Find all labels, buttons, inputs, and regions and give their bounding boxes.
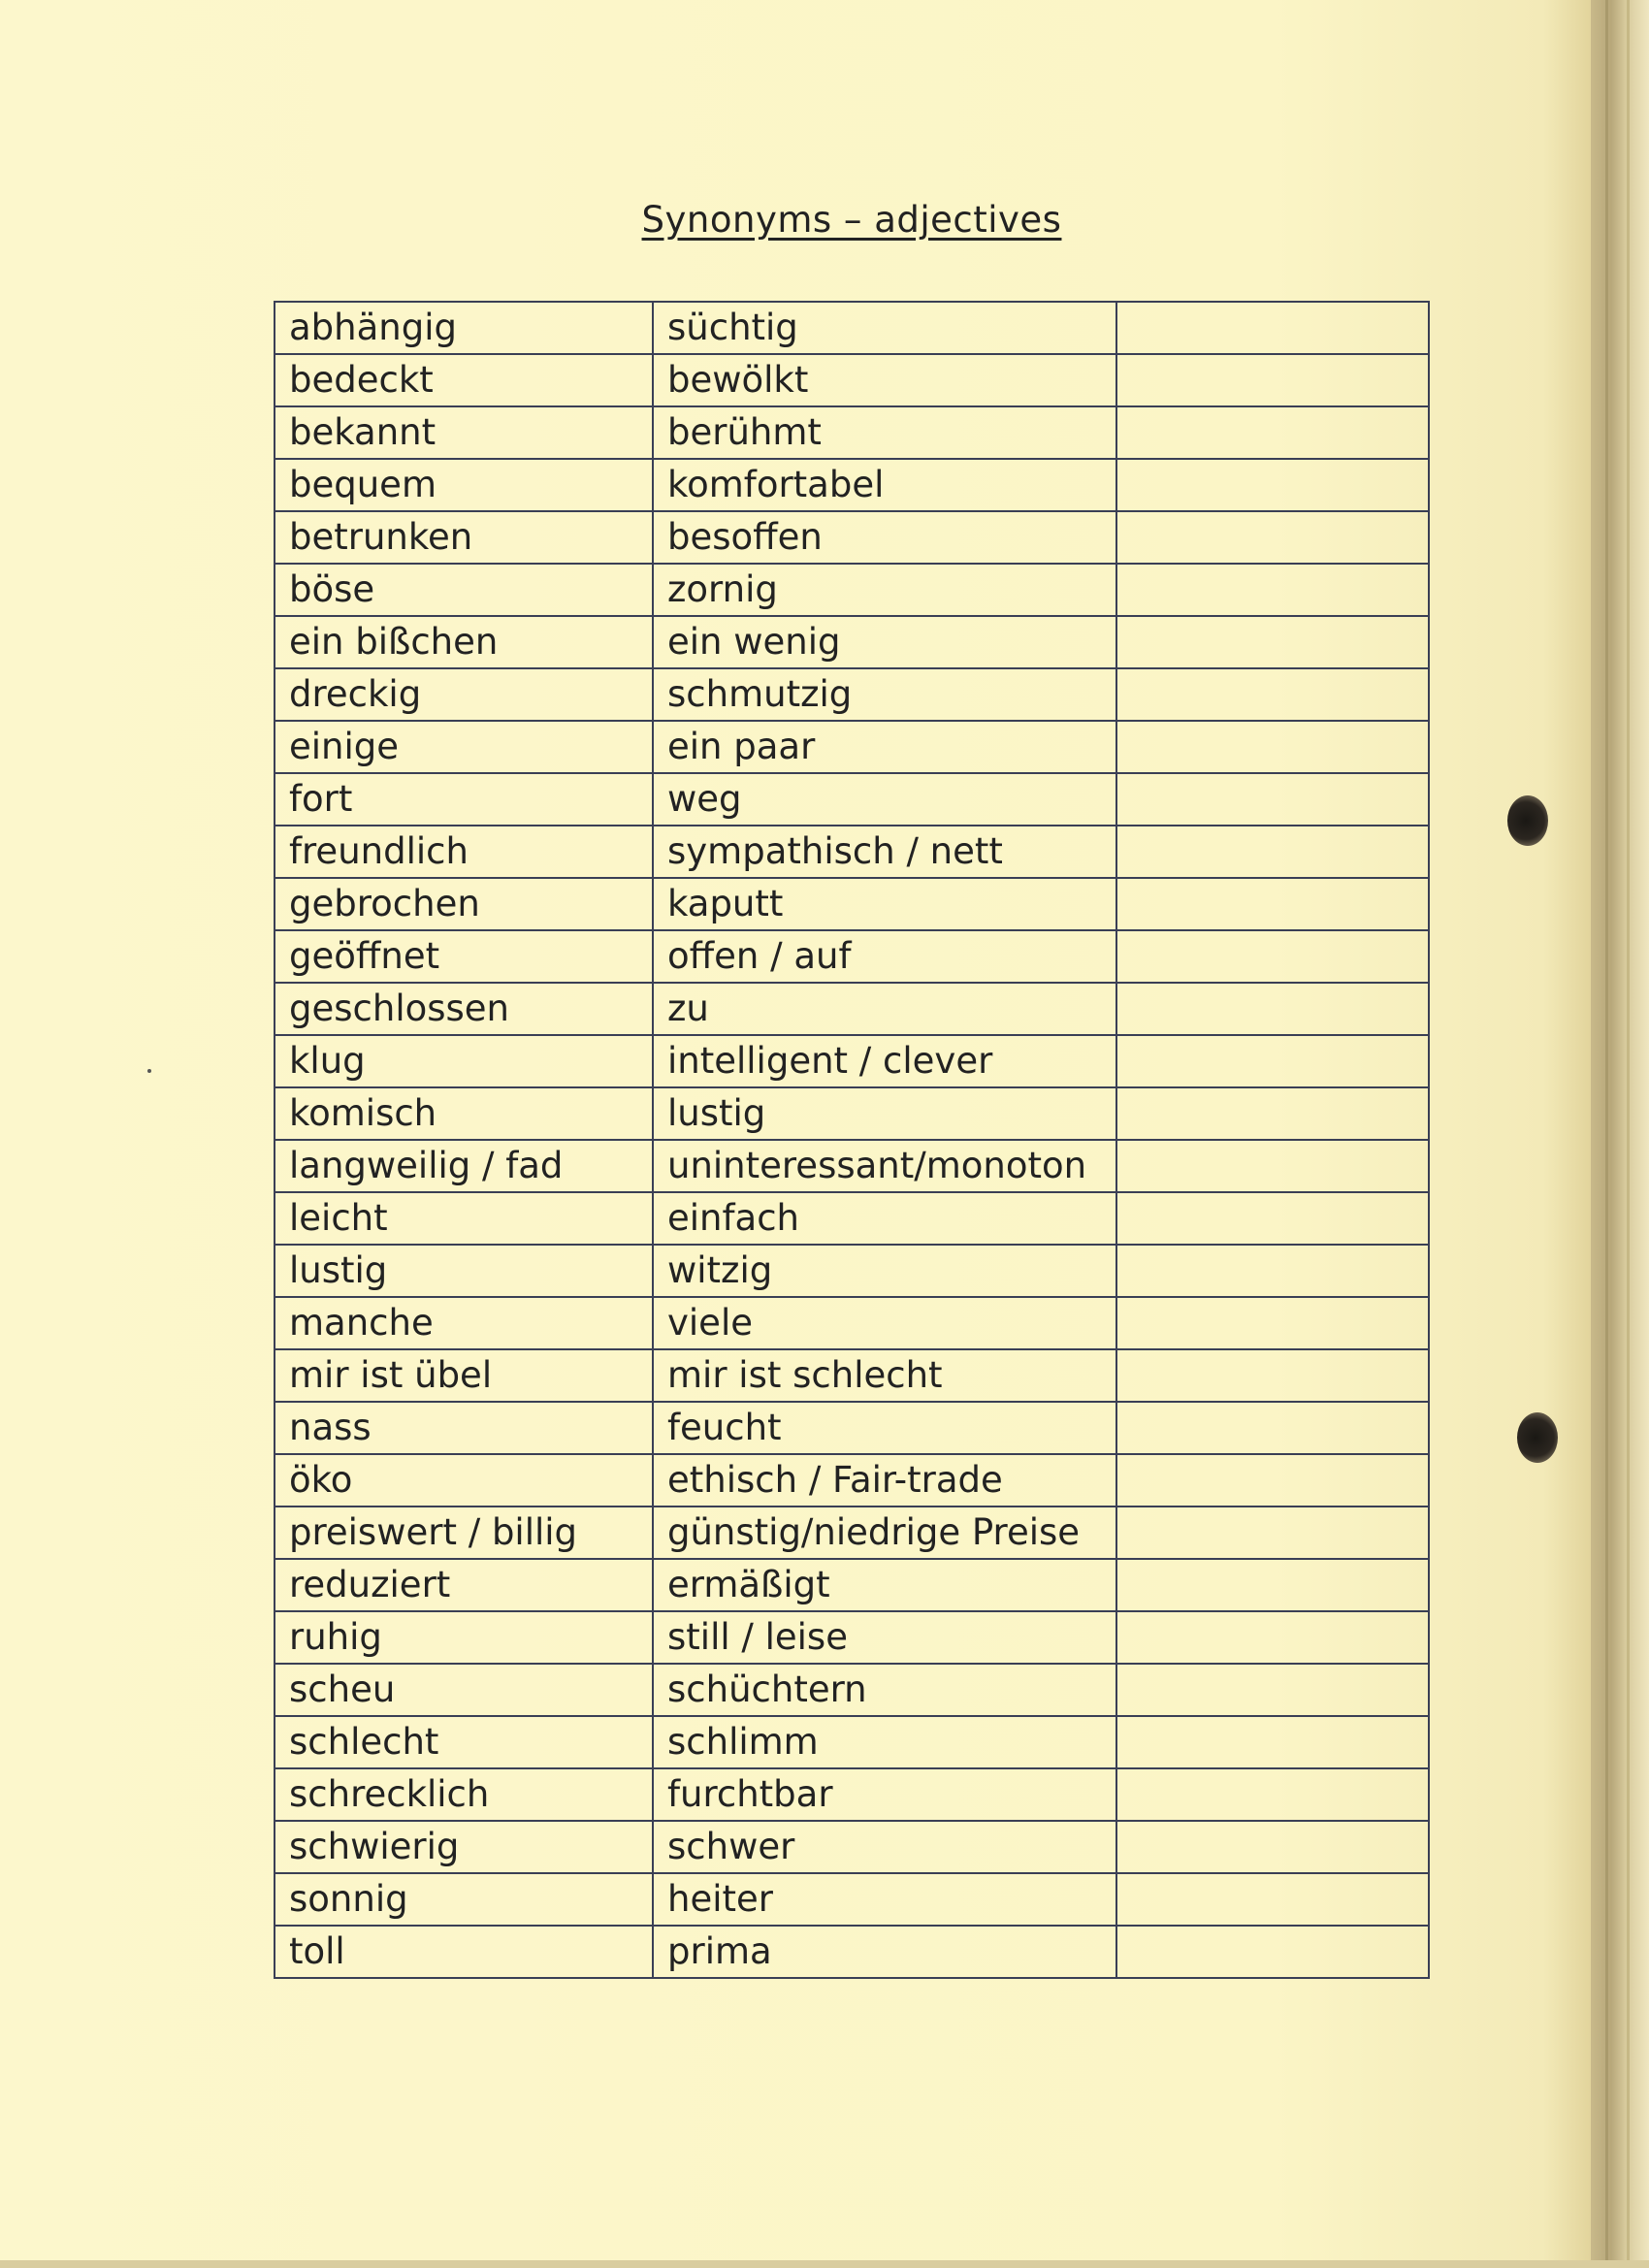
empty-cell [1116, 459, 1429, 511]
word-cell: geschlossen [275, 983, 653, 1035]
synonym-cell: ein wenig [653, 616, 1116, 668]
empty-cell [1116, 1559, 1429, 1611]
empty-cell [1116, 826, 1429, 878]
table-row [275, 1507, 1429, 1559]
word-cell: betrunken [275, 511, 653, 564]
synonym-cell: günstig/niedrige Preise [653, 1507, 1116, 1559]
empty-cell [1116, 1035, 1429, 1087]
synonym-cell: weg [653, 773, 1116, 826]
word-cell: bedeckt [275, 354, 653, 406]
empty-cell [1116, 1664, 1429, 1716]
empty-cell [1116, 983, 1429, 1035]
table-row [275, 1559, 1429, 1611]
table-row [275, 1821, 1429, 1873]
word-cell: bequem [275, 459, 653, 511]
punch-hole-icon [1507, 795, 1548, 846]
synonym-cell: bewölkt [653, 354, 1116, 406]
empty-cell [1116, 1926, 1429, 1978]
synonym-cell: mir ist schlecht [653, 1349, 1116, 1402]
table-row [275, 616, 1429, 668]
table-row [275, 1087, 1429, 1140]
table-row [275, 1192, 1429, 1245]
synonym-cell: einfach [653, 1192, 1116, 1245]
synonym-table [274, 301, 1430, 1979]
table-row [275, 721, 1429, 773]
empty-cell [1116, 511, 1429, 564]
table-row [275, 459, 1429, 511]
synonym-cell: süchtig [653, 302, 1116, 354]
empty-cell [1116, 878, 1429, 930]
table-row [275, 1926, 1429, 1978]
empty-cell [1116, 1768, 1429, 1821]
table-row [275, 773, 1429, 826]
synonym-cell: furchtbar [653, 1768, 1116, 1821]
table-row [275, 1349, 1429, 1402]
word-cell: preiswert / billig [275, 1507, 653, 1559]
page-stack-line [1627, 0, 1630, 2268]
word-cell: gebrochen [275, 878, 653, 930]
synonym-cell: ein paar [653, 721, 1116, 773]
synonym-cell: berühmt [653, 406, 1116, 459]
table-row [275, 1716, 1429, 1768]
empty-cell [1116, 354, 1429, 406]
synonym-cell: besoffen [653, 511, 1116, 564]
empty-cell [1116, 1192, 1429, 1245]
table-row [275, 1245, 1429, 1297]
synonym-cell: witzig [653, 1245, 1116, 1297]
synonym-cell: viele [653, 1297, 1116, 1349]
table-row [275, 1035, 1429, 1087]
word-cell: nass [275, 1402, 653, 1454]
empty-cell [1116, 616, 1429, 668]
synonym-cell: ethisch / Fair-trade [653, 1454, 1116, 1507]
empty-cell [1116, 1297, 1429, 1349]
table-row [275, 1402, 1429, 1454]
word-cell: mir ist übel [275, 1349, 653, 1402]
synonym-cell: heiter [653, 1873, 1116, 1926]
synonym-table-body [275, 302, 1429, 1978]
word-cell: scheu [275, 1664, 653, 1716]
synonym-cell: intelligent / clever [653, 1035, 1116, 1087]
word-cell: manche [275, 1297, 653, 1349]
paper-speck [147, 1069, 151, 1073]
table-row [275, 302, 1429, 354]
word-cell: reduziert [275, 1559, 653, 1611]
empty-cell [1116, 773, 1429, 826]
word-cell: schrecklich [275, 1768, 653, 1821]
word-cell: schlecht [275, 1716, 653, 1768]
punch-hole-icon [1517, 1412, 1558, 1463]
table-row [275, 1768, 1429, 1821]
table-row [275, 406, 1429, 459]
word-cell: langweilig / fad [275, 1140, 653, 1192]
word-cell: öko [275, 1454, 653, 1507]
empty-cell [1116, 1873, 1429, 1926]
empty-cell [1116, 302, 1429, 354]
empty-cell [1116, 1507, 1429, 1559]
synonym-cell: offen / auf [653, 930, 1116, 983]
synonym-cell: schmutzig [653, 668, 1116, 721]
empty-cell [1116, 1140, 1429, 1192]
word-cell: freundlich [275, 826, 653, 878]
word-cell: schwierig [275, 1821, 653, 1873]
table-row [275, 1454, 1429, 1507]
empty-cell [1116, 564, 1429, 616]
empty-cell [1116, 1611, 1429, 1664]
table-row [275, 930, 1429, 983]
table-row [275, 826, 1429, 878]
word-cell: sonnig [275, 1873, 653, 1926]
synonym-cell: ermäßigt [653, 1559, 1116, 1611]
empty-cell [1116, 1454, 1429, 1507]
word-cell: dreckig [275, 668, 653, 721]
empty-cell [1116, 721, 1429, 773]
synonym-cell: kaputt [653, 878, 1116, 930]
synonym-cell: zornig [653, 564, 1116, 616]
word-cell: ruhig [275, 1611, 653, 1664]
empty-cell [1116, 1087, 1429, 1140]
word-cell: klug [275, 1035, 653, 1087]
word-cell: komisch [275, 1087, 653, 1140]
word-cell: abhängig [275, 302, 653, 354]
table-row [275, 511, 1429, 564]
word-cell: geöffnet [275, 930, 653, 983]
empty-cell [1116, 1716, 1429, 1768]
synonym-cell: still / leise [653, 1611, 1116, 1664]
synonym-cell: prima [653, 1926, 1116, 1978]
table-row [275, 1664, 1429, 1716]
empty-cell [1116, 1402, 1429, 1454]
word-cell: leicht [275, 1192, 653, 1245]
word-cell: toll [275, 1926, 653, 1978]
page-title: Synonyms – adjectives [641, 199, 1062, 241]
word-cell: fort [275, 773, 653, 826]
page-bottom-edge [0, 2260, 1649, 2268]
table-row [275, 1297, 1429, 1349]
synonym-cell: uninteressant/monoton [653, 1140, 1116, 1192]
word-cell: bekannt [275, 406, 653, 459]
table-row [275, 1140, 1429, 1192]
synonym-cell: lustig [653, 1087, 1116, 1140]
word-cell: einige [275, 721, 653, 773]
empty-cell [1116, 1245, 1429, 1297]
table-row [275, 878, 1429, 930]
table-row [275, 354, 1429, 406]
table-row [275, 1611, 1429, 1664]
table-row [275, 1873, 1429, 1926]
empty-cell [1116, 930, 1429, 983]
page-stack-line [1605, 0, 1608, 2268]
synonym-cell: sympathisch / nett [653, 826, 1116, 878]
table-row [275, 983, 1429, 1035]
page-stack-edge [1591, 0, 1649, 2268]
synonym-cell: schwer [653, 1821, 1116, 1873]
empty-cell [1116, 668, 1429, 721]
word-cell: lustig [275, 1245, 653, 1297]
empty-cell [1116, 406, 1429, 459]
table-row [275, 564, 1429, 616]
word-cell: ein bißchen [275, 616, 653, 668]
table-row [275, 668, 1429, 721]
synonym-cell: zu [653, 983, 1116, 1035]
empty-cell [1116, 1821, 1429, 1873]
synonym-cell: schlimm [653, 1716, 1116, 1768]
word-cell: böse [275, 564, 653, 616]
synonym-cell: schüchtern [653, 1664, 1116, 1716]
synonym-cell: feucht [653, 1402, 1116, 1454]
synonym-cell: komfortabel [653, 459, 1116, 511]
empty-cell [1116, 1349, 1429, 1402]
